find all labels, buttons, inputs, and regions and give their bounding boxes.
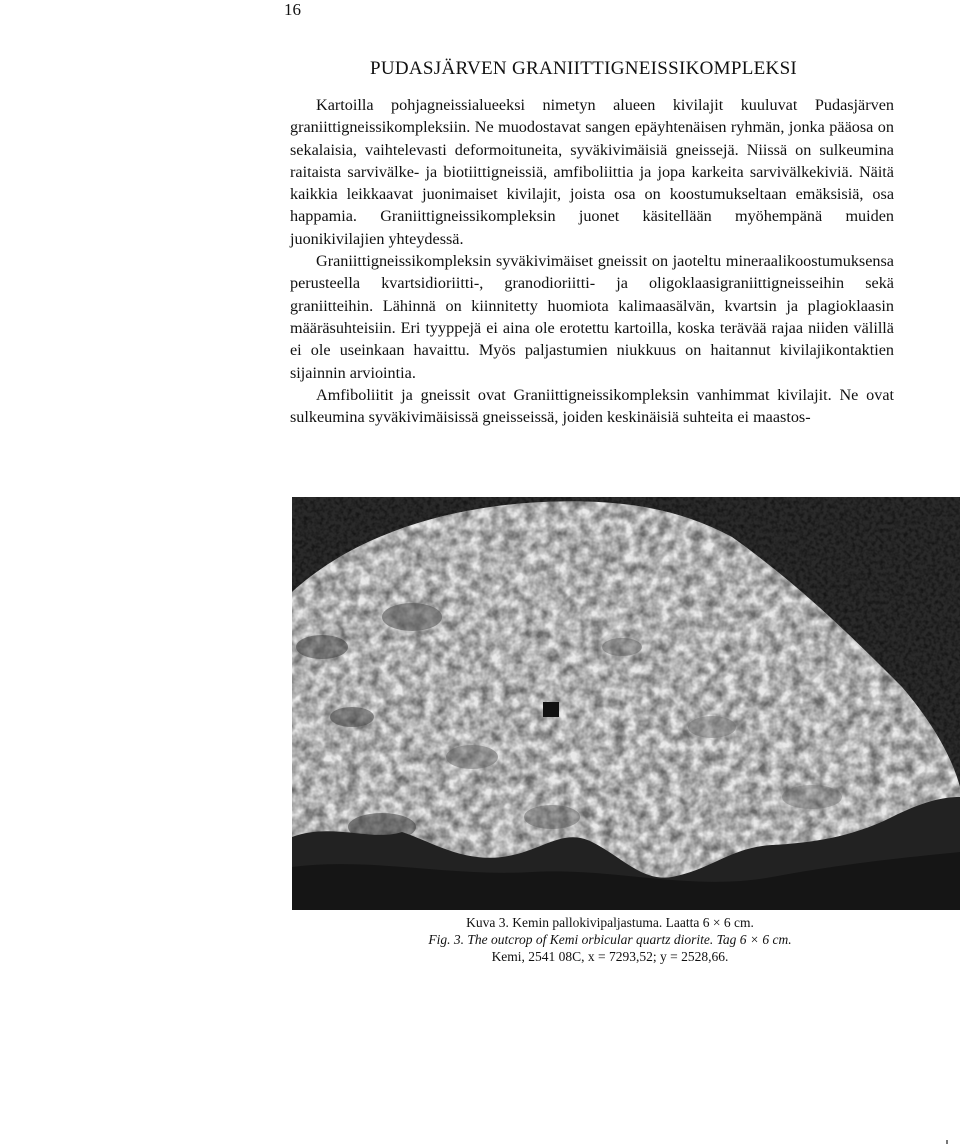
page-number: 16 [284,0,301,19]
scale-tag [543,702,559,717]
outcrop-photo-graphic [292,497,960,910]
figure-caption [380,914,840,965]
caption-english-text: The outcrop of Kemi orbicular quartz diorite. Tag 6 × 6 cm. [467,932,792,947]
caption-location: Kemi, 2541 08C, x = 7293,52; y = 2528,66. [491,949,729,964]
outcrop-photo [292,497,960,910]
paragraph-3: Amfiboliitit ja gneissit ovat Graniittigneissikompleksin vanhimmat kivilajit. Ne ovat sulkeumina syväkivimäisissä gneisseissä, joiden keskinäisiä suhteita ei maastos- [290,385,894,427]
paragraph-1: Kartoilla pohjagneissialueeksi nimetyn alueen kivilajit kuuluvat Pudasjärven graniittigneissikompleksiin. Ne muodostavat sangen epäyhtenäisen ryhmän, jonka pääosa on sekalaisia, vaihtelevasti deformoituneita, syväkivimäisiä gneissejä. Niissä on sulkeumina raitaista sarvivälke- ja biotiittigneissiä, amfiboliittia ja jopa karkeita sarvivälkekiviä. Näitä kaikkia leikkaavat juonimaiset kivilajit, joista osa on koostumukseltaan emäksisiä, osa happamia. Graniittigneissikompleksin juonet käsitellään myöhempänä muiden juonikivilajien yhteydessä. [290,96,894,248]
caption-english-label: Fig. 3. [428,932,464,947]
section-title: PUDASJÄRVEN GRANIITTIGNEISSIKOMPLEKSI [370,58,798,79]
paragraph-2: Graniittigneissikompleksin syväkivimäiset gneissit on jaoteltu mineraalikoostumuksensa perusteella kvartsidioriitti-, granodioriitti- ja oligoklaasigraniittigneisseihin sekä graniitteihin. Lähinnä on kiinnitetty huomiota kalimaasälvän, kvartsin ja plagioklaasin määräsuhteisiin. Eri tyyppejä ei aina ole erotettu kartoilla, koska terävää rajaa niiden välillä ei ole useinkaan havaittu. Myös paljastumien niukkuus on haitannut kivilajikontaktien sijainnin arviointia. [290,252,894,382]
body-text [290,94,894,428]
caption-english [380,931,840,948]
caption-finnish: Kuva 3. Kemin pallokivipaljastuma. Laatta 6 × 6 cm. [466,915,754,930]
scan-mark [946,1140,948,1144]
